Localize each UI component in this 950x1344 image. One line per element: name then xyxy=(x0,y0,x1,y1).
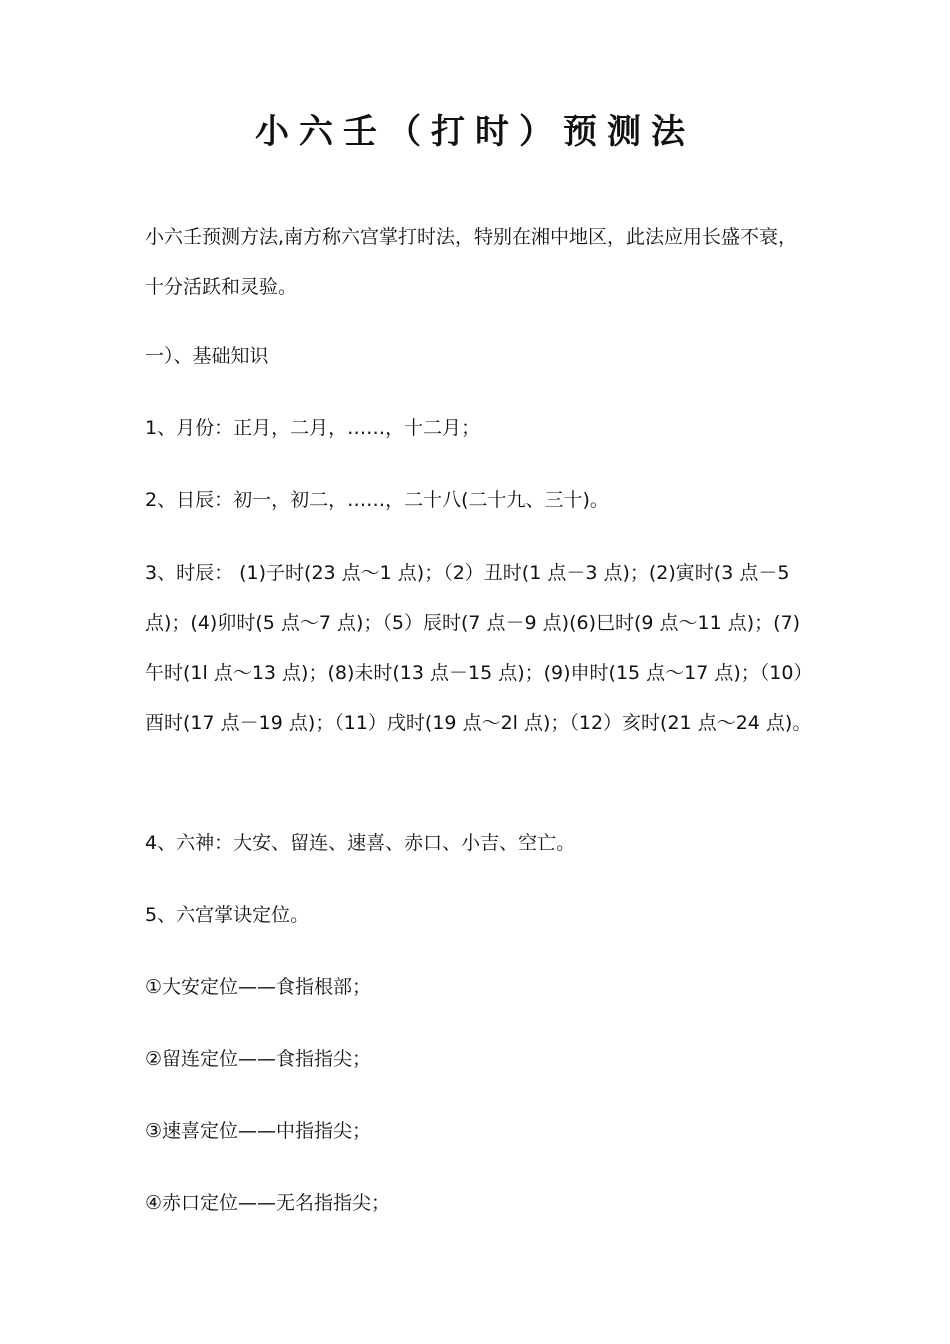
position-item: ④赤口定位——无名指指尖； xyxy=(145,1192,391,1214)
item-positions: 5、六宫掌诀定位。 xyxy=(145,904,310,926)
section-heading: 一）、基础知识 xyxy=(145,345,269,367)
item-months: 1、月份：正月，二月，……，十二月； xyxy=(145,417,481,439)
item-six-gods: 4、六神：大安、留连、速喜、赤口、小吉、空亡。 xyxy=(145,832,576,854)
position-item: ③速喜定位——中指指尖； xyxy=(145,1120,372,1142)
item-days: 2、日辰：初一，初二，……，二十八(二十九、三十)。 xyxy=(145,489,609,511)
intro-paragraph: 小六壬预测方法,南方称六宫掌打时法，特别在湘中地区，此法应用长盛不衰，十分活跃和灵验。 xyxy=(145,226,798,298)
item-hours: 3、时辰： (1)子时(23 点～1 点)；（2）丑时(1 点－3 点)；(2)寅时(3 点－5 点)；(4)卯时(5 点～7 点)；（5）辰时(7 点－9 点)(6)巳时(9 点～11 点)；(7)午时(1l 点～13 点)；(8)未时(13 点－15 点)；(9)申时(15 点～17 点)；（10）酉时(17 点－19 点)；（11）戌时(19 点～2l 点)；（12）亥时(21 点～24 点)。 xyxy=(145,562,813,734)
document-title: 小六壬（打时）预测法 xyxy=(255,112,695,152)
position-item: ②留连定位——食指指尖； xyxy=(145,1048,372,1070)
position-item: ①大安定位——食指根部； xyxy=(145,976,372,998)
